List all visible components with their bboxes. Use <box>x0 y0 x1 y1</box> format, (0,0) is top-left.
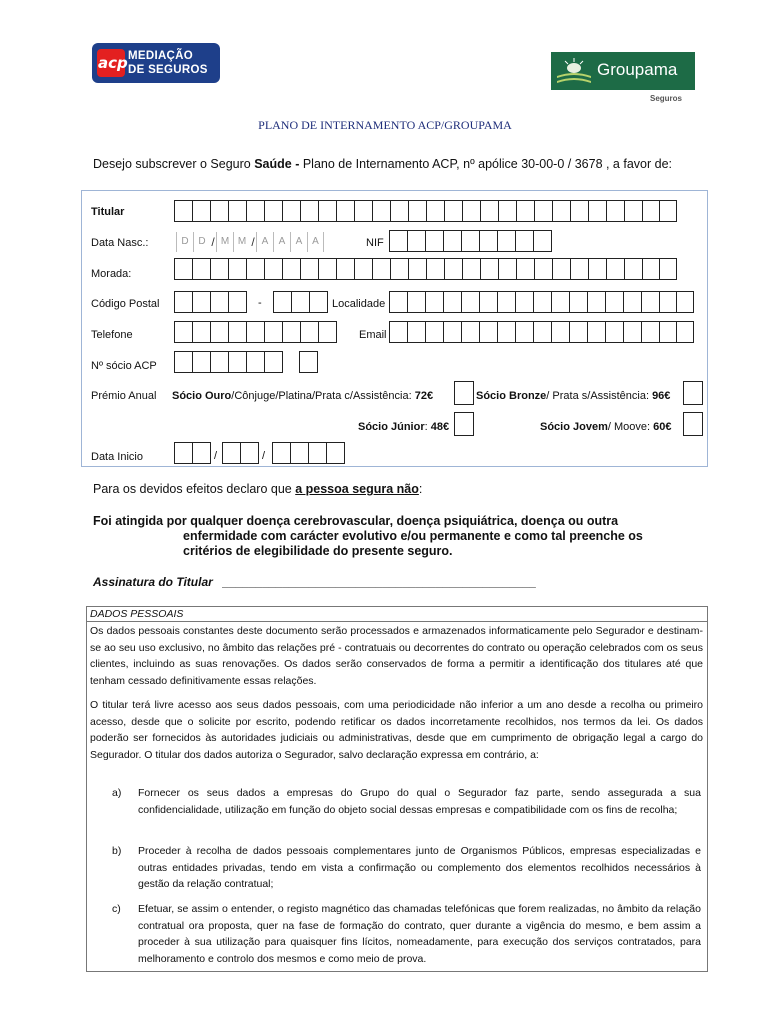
acp-logo <box>92 43 220 83</box>
option-jovem-checkbox[interactable] <box>683 412 703 436</box>
question-line-3: critérios de elegibilidade do presente seguro. <box>183 544 453 558</box>
birth-date-input[interactable]: D D / M M / A A A A <box>176 232 324 252</box>
question-line-2: enfermidade com carácter evolutivo e/ou permanente e como tal preenche os <box>183 529 643 543</box>
dados-pessoais-heading: DADOS PESSOAIS <box>87 607 707 622</box>
groupama-subtitle: Seguros <box>650 94 683 103</box>
socio-acp-input[interactable] <box>174 351 282 373</box>
dados-pessoais-paragraph-1: Os dados pessoais constantes deste documento serão processados e armazenados informaticamente pelo Segurador e destinam-se ao seu uso exclusivo, no âmbito das relações pré - contratuais ou decorrentes do contrato ou operação celebrados com os seus clientes, incluindo as suas renovações. Os dados serão conservados de forma a permitir a identificação dos titulares até que tenham cessado definitivamente essas relações. <box>90 625 703 687</box>
option-ouro-checkbox[interactable] <box>454 381 474 405</box>
question-line-1: Foi atingida por qualquer doença cerebrovascular, doença psiquiátrica, doença ou outra <box>93 514 619 528</box>
signature-line[interactable]: _______________________________________________ <box>222 575 536 589</box>
acp-logo-line1: MEDIAÇÃO <box>128 50 194 62</box>
intro-post: Plano de Internamento ACP, nº apólice 30-00-0 / 3678 , a favor de: <box>299 157 672 171</box>
morada-label: Morada: <box>91 268 132 280</box>
socio-acp-check-digit-input[interactable] <box>299 351 317 373</box>
email-input[interactable] <box>389 321 693 343</box>
postal-code-part1-input[interactable] <box>174 291 246 313</box>
data-inicio-label: Data Inicio <box>91 451 143 463</box>
option-jovem-label: Sócio Jovem/ Moove: 60€ <box>540 421 672 433</box>
intro-pre: Desejo subscrever o Seguro <box>93 157 255 171</box>
dados-pessoais-box <box>86 606 708 972</box>
option-junior-label: Sócio Júnior: 48€ <box>358 421 450 433</box>
list-item: a) Fornecer os seus dados a empresas do Grupo do qual o Segurador faz parte, sendo assegurada a sua confidencialidade, utilização em função do objeto social dessas empresas e compatibilidade com os fins de recolha; <box>112 787 701 816</box>
groupama-logo <box>551 52 695 90</box>
groupama-logo-text: Groupama <box>597 60 678 79</box>
date-slash-2: / <box>262 450 266 462</box>
page-title: PLANO DE INTERNAMENTO ACP/GROUPAMA <box>258 118 512 132</box>
start-day-input[interactable] <box>174 442 210 464</box>
date-slash-1: / <box>214 450 218 462</box>
declaration-text: Para os devidos efeitos declaro que a pessoa segura não: <box>93 482 423 496</box>
start-year-input[interactable] <box>272 442 344 464</box>
dados-pessoais-paragraph-2: O titular terá livre acesso aos seus dados pessoais, com uma periodicidade não inferior a um ano desde a recolha ou primeiro acesso, desde que o solicite por escrito, podendo retificar os dados incorretamente recolhidos, nos termos da lei. Os dados poderão ser fornecidos às autoridades judiciais ou administrativas, desde que em cumprimento de obrigação legal a cargo do Segurador. O titular dos dados autoriza o Segurador, salvo declaração expressa em contrário, a: <box>90 699 703 761</box>
email-label: Email <box>359 329 387 341</box>
acp-logo-line2: DE SEGUROS <box>128 64 208 76</box>
codigo-postal-label: Código Postal <box>91 298 160 310</box>
signature-row <box>93 575 536 589</box>
groupama-field-icon <box>557 56 591 86</box>
option-bronze-label: Sócio Bronze/ Prata s/Assistência: 96€ <box>476 390 671 402</box>
titular-input[interactable] <box>174 200 676 222</box>
nif-input[interactable] <box>389 230 551 252</box>
list-item: c) Efetuar, se assim o entender, o registo magnético das chamadas telefónicas que forem realizadas, no âmbito da relação contratual ora proposta, quer na fase de formação do contrato, quer durante a vigência do mesmo, e bem assim a proceder à sua utilização para quaisquer fins lícitos, nomeadamente, para execução dos serviços contratados, para melhoramento e controlo dos mesmos e como meio de prova. <box>112 903 701 965</box>
option-bronze-checkbox[interactable] <box>683 381 703 405</box>
acp-logo-mark-text: acp <box>98 54 128 72</box>
signature-label: Assinatura do Titular <box>93 575 213 589</box>
postal-dash: - <box>258 297 262 309</box>
option-junior-checkbox[interactable] <box>454 412 474 436</box>
socio-acp-label: Nº sócio ACP <box>91 360 157 372</box>
morada-input[interactable] <box>174 258 676 280</box>
data-nasc-label: Data Nasc.: <box>91 237 149 249</box>
list-item: b) Proceder à recolha de dados pessoais complementares junto de Organismos Públicos, empresas especializadas e outras entidades privadas, tendo em vista a confirmação ou complemento dos elementos recolhidos necessários à gestão da relação contratual; <box>112 845 701 890</box>
localidade-input[interactable] <box>389 291 693 313</box>
telefone-input[interactable] <box>174 321 336 343</box>
start-month-input[interactable] <box>222 442 258 464</box>
premio-anual-label: Prémio Anual <box>91 390 157 402</box>
localidade-label: Localidade <box>332 298 386 310</box>
telefone-label: Telefone <box>91 329 133 341</box>
option-ouro-label: Sócio Ouro/Cônjuge/Platina/Prata c/Assistência: 72€ <box>172 390 434 402</box>
postal-code-part2-input[interactable] <box>273 291 327 313</box>
declaration-underlined: a pessoa segura não <box>295 482 419 496</box>
intro-sentence <box>93 157 672 171</box>
nif-label: NIF <box>366 237 384 249</box>
intro-bold: Saúde - <box>254 157 300 171</box>
titular-label: Titular <box>91 206 125 218</box>
